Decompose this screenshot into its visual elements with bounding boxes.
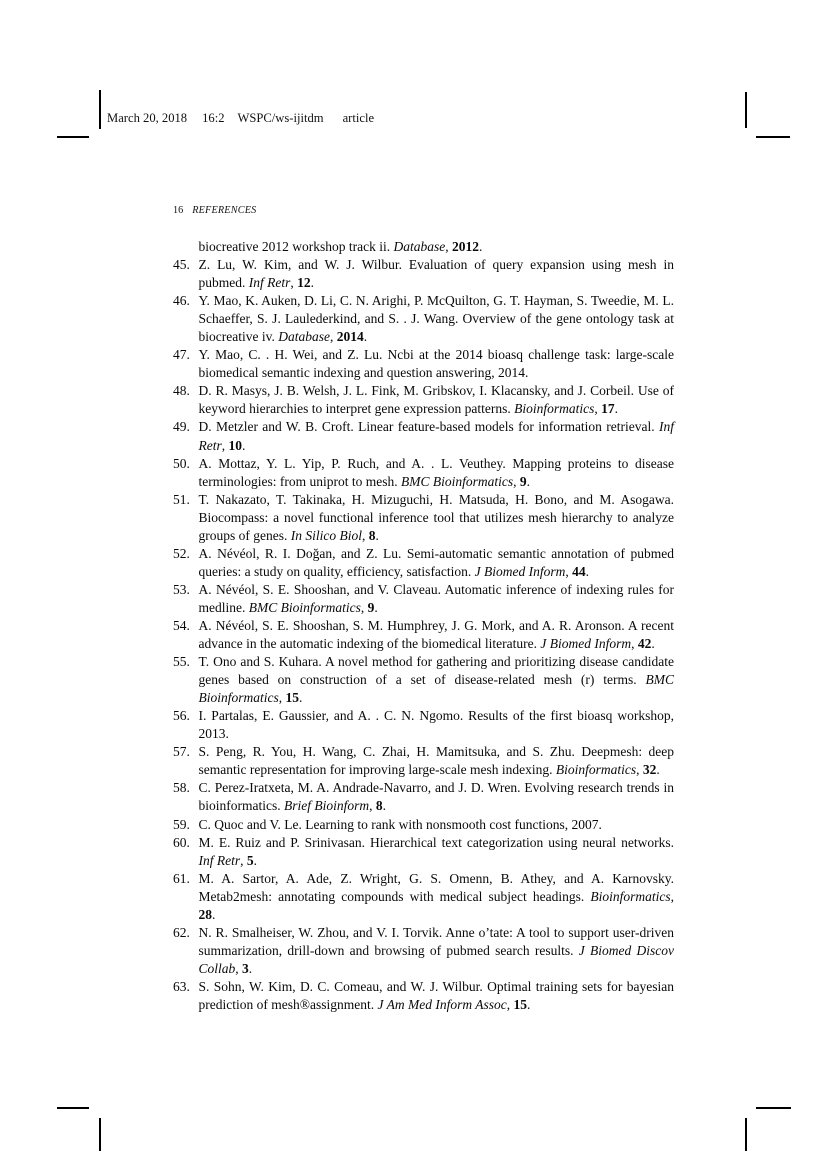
crop-mark-top-right-horizontal xyxy=(756,136,790,138)
reference-item xyxy=(173,779,674,815)
reference-number: 53. xyxy=(173,581,190,597)
reference-item xyxy=(173,653,674,707)
galley-template-id: WSPC/ws-ijitdm xyxy=(237,111,324,125)
reference-number: 62. xyxy=(173,924,190,940)
crop-mark-bottom-left-horizontal xyxy=(57,1107,89,1109)
reference-item xyxy=(173,382,674,418)
reference-number: 46. xyxy=(173,293,190,309)
reference-text: biocreative 2012 workshop track ii. Database, 2012. xyxy=(198,239,483,254)
reference-text: S. Peng, R. You, H. Wang, C. Zhai, H. Mamitsuka, and S. Zhu. Deepmesh: deep semantic representation for improving large-scale mesh indexing. Bioinformatics, 32. xyxy=(198,744,674,778)
reference-text: C. Quoc and V. Le. Learning to rank with nonsmooth cost functions, 2007. xyxy=(198,816,602,832)
reference-text: T. Ono and S. Kuhara. A novel method for gathering and prioritizing disease candidate genes based on construction of a set of disease-related mesh (r) terms. BMC Bioinformatics, 15. xyxy=(198,654,674,706)
reference-number: 60. xyxy=(173,834,190,850)
crop-mark-bottom-right-vertical xyxy=(745,1118,747,1151)
crop-mark-bottom-left-vertical xyxy=(99,1118,101,1151)
reference-item xyxy=(173,455,674,491)
reference-item xyxy=(173,816,674,834)
reference-item xyxy=(173,870,674,924)
galley-date: March 20, 2018 xyxy=(107,111,188,125)
reference-number: 63. xyxy=(173,978,190,994)
reference-text: A. Névéol, R. I. Doğan, and Z. Lu. Semi-automatic semantic annotation of pubmed queries: a study on quality, efficiency, satisfaction. J Biomed Inform, 44. xyxy=(198,545,674,579)
reference-text: A. Mottaz, Y. L. Yip, P. Ruch, and A. . L. Veuthey. Mapping proteins to disease terminologies: from uniprot to mesh. BMC Bioinformatics, 9. xyxy=(198,455,674,489)
reference-text: M. A. Sartor, A. Ade, Z. Wright, G. S. Omenn, B. Athey, and A. Karnovsky. Metab2mesh: annotating compounds with medical subject headings. Bioinformatics, 28. xyxy=(198,870,674,922)
reference-text: Z. Lu, W. Kim, and W. J. Wilbur. Evaluation of query expansion using mesh in pubmed. Inf Retr, 12. xyxy=(198,257,674,291)
reference-item xyxy=(173,617,674,653)
reference-item xyxy=(173,292,674,346)
reference-item xyxy=(173,707,674,743)
crop-mark-top-left-vertical xyxy=(99,90,101,129)
reference-number: 54. xyxy=(173,617,190,633)
reference-item xyxy=(173,581,674,617)
reference-text: T. Nakazato, T. Takinaka, H. Mizuguchi, H. Matsuda, H. Bono, and M. Asogawa. Biocompass: a novel functional inference tool that utilizes mesh hierarchy to analyze groups of genes. In Silico Biol, 8. xyxy=(198,491,674,543)
reference-text: A. Névéol, S. E. Shooshan, and V. Claveau. Automatic inference of indexing rules for medline. BMC Bioinformatics, 9. xyxy=(198,581,674,615)
reference-text: D. R. Masys, J. B. Welsh, J. L. Fink, M. Gribskov, I. Klacansky, and J. Corbeil. Use of keyword hierarchies to interpret gene expression patterns. Bioinformatics, 17. xyxy=(198,383,674,417)
reference-item xyxy=(173,924,674,978)
crop-mark-top-left-horizontal xyxy=(57,136,89,138)
reference-number: 45. xyxy=(173,257,190,273)
reference-item xyxy=(173,491,674,545)
reference-text: I. Partalas, E. Gaussier, and A. . C. N. Ngomo. Results of the first bioasq workshop, 2013. xyxy=(198,708,674,742)
running-head-section: REFERENCES xyxy=(192,205,257,216)
crop-mark-bottom-right-horizontal xyxy=(756,1107,791,1109)
reference-text: N. R. Smalheiser, W. Zhou, and V. I. Torvik. Anne o’tate: A tool to support user-driven summarization, drill-down and browsing of pubmed search results. J Biomed Discov Collab, 3. xyxy=(198,924,674,976)
reference-number: 51. xyxy=(173,491,190,507)
page-number: 16 xyxy=(173,205,184,216)
reference-item xyxy=(173,256,674,292)
reference-text: C. Perez-Iratxeta, M. A. Andrade-Navarro, and J. D. Wren. Evolving research trends in bioinformatics. Brief Bioinform, 8. xyxy=(198,780,674,814)
reference-item xyxy=(173,238,674,256)
reference-number: 50. xyxy=(173,455,190,471)
running-head xyxy=(173,205,256,216)
galley-time: 16:2 xyxy=(202,111,225,125)
galley-proof-header xyxy=(107,111,374,126)
reference-item xyxy=(173,743,674,779)
reference-number: 52. xyxy=(173,545,190,561)
reference-number: 49. xyxy=(173,419,190,435)
reference-text: Y. Mao, C. . H. Wei, and Z. Lu. Ncbi at the 2014 bioasq challenge task: large-scale biomedical semantic indexing and question answering, 2014. xyxy=(198,347,674,381)
reference-text: A. Névéol, S. E. Shooshan, S. M. Humphrey, J. G. Mork, and A. R. Aronson. A recent advance in the automatic indexing of the biomedical literature. J Biomed Inform, 42. xyxy=(198,617,674,652)
reference-number: 56. xyxy=(173,708,190,724)
reference-text: D. Metzler and W. B. Croft. Linear feature-based models for information retrieval. Inf Retr, 10. xyxy=(198,419,674,453)
reference-number: 58. xyxy=(173,780,190,796)
reference-text: S. Sohn, W. Kim, D. C. Comeau, and W. J. Wilbur. Optimal training sets for bayesian prediction of mesh®assignment. J Am Med Inform Assoc, 15. xyxy=(198,978,674,1012)
reference-number: 61. xyxy=(173,870,190,886)
reference-number: 57. xyxy=(173,744,190,760)
galley-doc-type: article xyxy=(342,111,375,125)
reference-list xyxy=(173,238,674,1014)
reference-number: 59. xyxy=(173,816,190,832)
reference-item xyxy=(173,545,674,581)
reference-number: 48. xyxy=(173,383,190,399)
reference-number: 47. xyxy=(173,347,190,363)
reference-item xyxy=(173,346,674,382)
reference-number: 55. xyxy=(173,654,190,670)
crop-mark-top-right-vertical xyxy=(745,92,747,128)
reference-item xyxy=(173,978,674,1014)
reference-text: M. E. Ruiz and P. Srinivasan. Hierarchical text categorization using neural networks. Inf Retr, 5. xyxy=(198,834,674,868)
reference-text: Y. Mao, K. Auken, D. Li, C. N. Arighi, P. McQuilton, G. T. Hayman, S. Tweedie, M. L. Schaeffer, S. J. Laulederkind, and S. . J. Wang. Overview of the gene ontology task at biocreative iv. Database, 2014. xyxy=(198,293,674,345)
reference-item xyxy=(173,834,674,870)
reference-item xyxy=(173,418,674,454)
